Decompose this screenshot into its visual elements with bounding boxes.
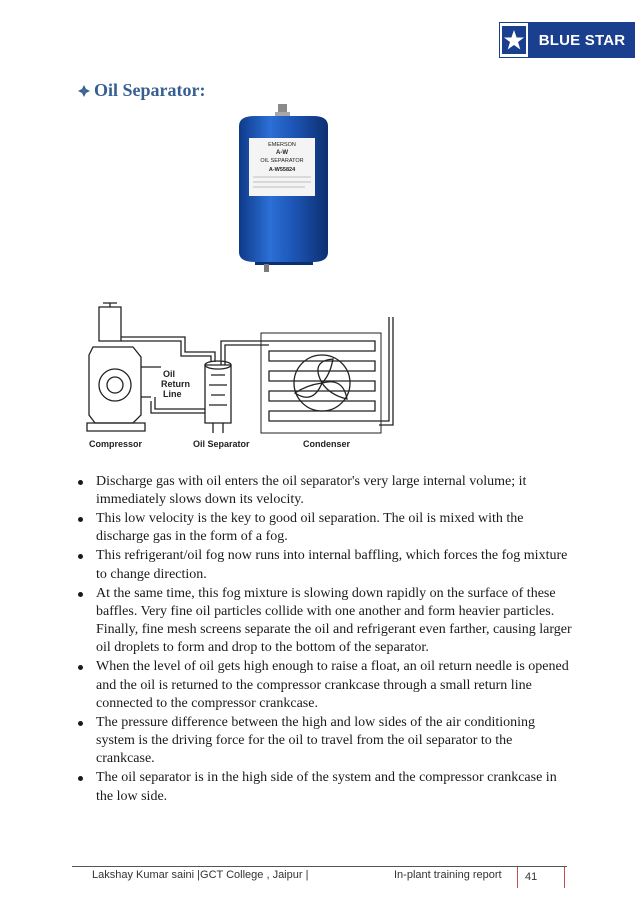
bullet-dot-icon — [78, 592, 83, 597]
photo-label-line-1: EMERSON — [268, 142, 296, 148]
list-item: This low velocity is the key to good oil separation. The oil is mixed with the discharge gas in the form of a fog. — [74, 510, 574, 547]
blue-star-logo — [499, 22, 635, 58]
diagram-label-oil-separator: Oil Separator — [193, 439, 250, 449]
section-title: Oil Separator: — [94, 80, 206, 100]
footer-author: Lakshay Kumar saini |GCT College , Jaipur | — [92, 869, 309, 881]
bullet-dot-icon — [78, 776, 83, 781]
diagram-label-return: Return — [161, 379, 190, 389]
list-item: At the same time, this fog mixture is slowing down rapidly on the surface of these baffles. Very fine oil particles collide with one another and form heavier particles. Finally, fine mesh screens separate the oil and refrigerant even farther, causing larger oil droplets to form and drop to the bottom of the separator. — [74, 585, 574, 658]
bullet-list — [74, 473, 574, 807]
footer-report-title: In-plant training report — [394, 869, 502, 881]
diamond-bullet-icon — [78, 85, 90, 97]
list-item: When the level of oil gets high enough to raise a float, an oil return needle is opened and the oil is returned to the compressor crankcase through a small return line connected to the compressor crankcase. — [74, 658, 574, 713]
bullet-dot-icon — [78, 554, 83, 559]
photo-label-line-2: A-W — [276, 150, 288, 156]
bullet-dot-icon — [78, 665, 83, 670]
star-icon — [499, 22, 529, 58]
list-item: This refrigerant/oil fog now runs into internal baffling, which forces the fog mixture to change direction. — [74, 547, 574, 584]
oil-separator-system-diagram — [85, 297, 400, 457]
diagram-label-oil: Oil — [163, 369, 176, 379]
list-item: Discharge gas with oil enters the oil separator's very large internal volume; it immediately slows down its velocity. — [74, 473, 574, 510]
photo-label-line-4: A-W55824 — [268, 167, 296, 173]
diagram-label-condenser: Condenser — [303, 439, 351, 449]
section-heading — [78, 80, 205, 101]
footer-divider — [72, 866, 567, 867]
bullet-dot-icon — [78, 721, 83, 726]
logo-text: BLUE STAR — [529, 22, 635, 58]
list-item: The pressure difference between the high and low sides of the air conditioning system is the driving force for the oil to travel from the oil separator to the crankcase. — [74, 714, 574, 769]
oil-separator-photo — [215, 102, 352, 272]
bullet-dot-icon — [78, 480, 83, 485]
list-item: The oil separator is in the high side of the system and the compressor crankcase in the low side. — [74, 769, 574, 806]
diagram-label-line: Line — [163, 389, 182, 399]
bullet-dot-icon — [78, 517, 83, 522]
page-number: 41 — [517, 867, 565, 888]
photo-label-line-3: OIL SEPARATOR — [260, 158, 304, 164]
diagram-label-compressor: Compressor — [89, 439, 143, 449]
